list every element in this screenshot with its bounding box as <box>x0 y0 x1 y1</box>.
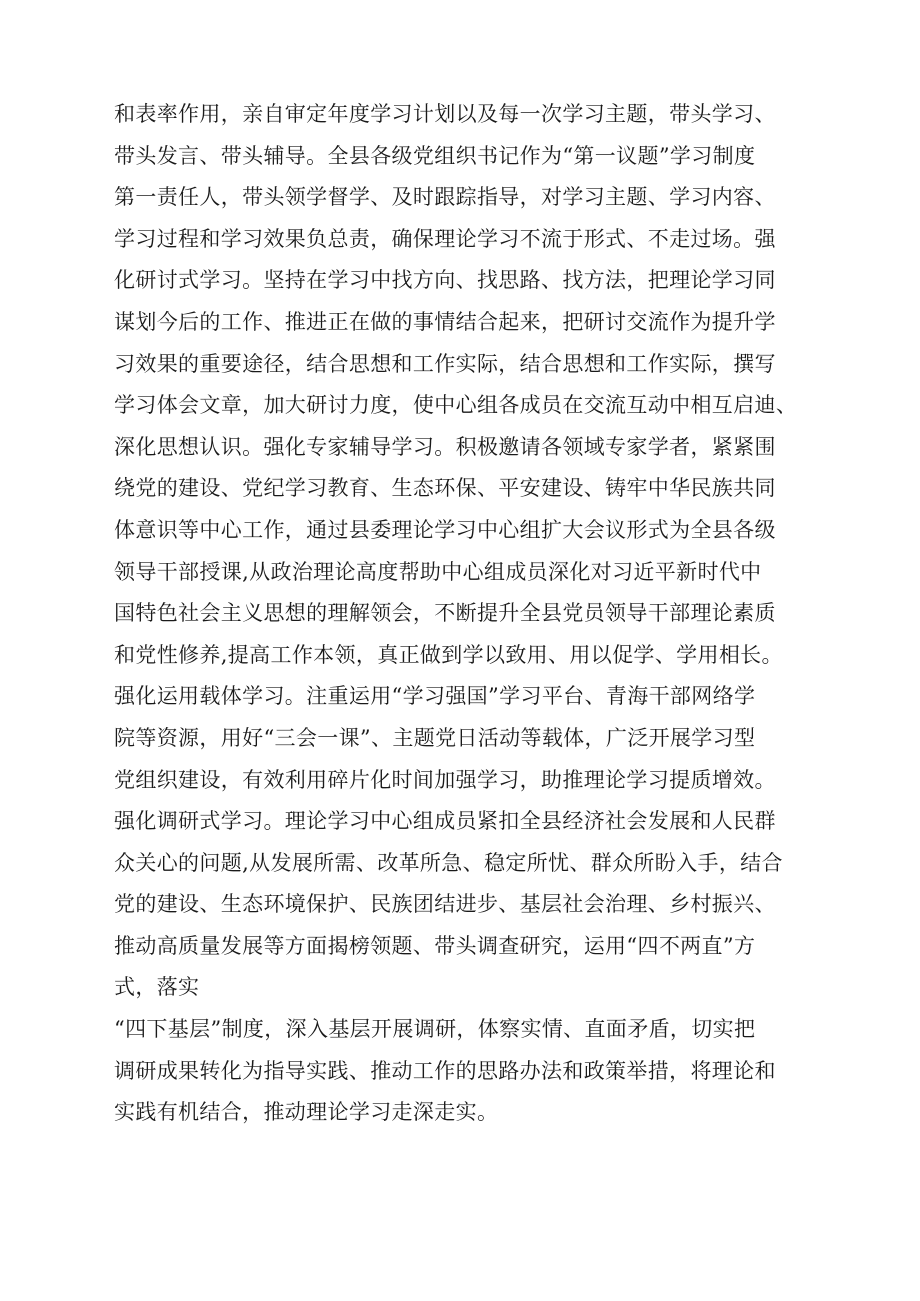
text-line: 调研成果转化为指导实践、推动工作的思路办法和政策举措，将理论和 <box>114 1058 776 1083</box>
text-line: 和表率作用，亲自审定年度学习计划以及每一次学习主题，带头学习、 <box>114 102 776 126</box>
text-line: 带头发言、带头辅导。全县各级党组织书记作为“第一议题”学习制度 <box>114 143 756 168</box>
text-line: 学习过程和学习效果负总责，确保理论学习不流于形式、不走过场。强 <box>114 226 776 251</box>
text-line: 国特色社会主义思想的理解领会，不断提升全县党员领导干部理论素质 <box>114 601 776 626</box>
text-line: 式，落实 <box>114 975 200 1000</box>
text-line: 习效果的重要途径，结合思想和工作实际，结合思想和工作实际，撰写 <box>114 351 776 376</box>
text-line: 院等资源，用好“三会一课”、主题党日活动等载体，广泛开展学习型 <box>114 725 756 750</box>
text-line: 众关心的问题,从发展所需、改革所急、稳定所忧、群众所盼入手，结合 <box>114 850 783 875</box>
text-line: “四下基层”制度，深入基层开展调研，体察实情、直面矛盾，切实把 <box>114 1017 756 1042</box>
text-line: 强化调研式学习。理论学习中心组成员紧扣全县经济社会发展和人民群 <box>114 809 776 834</box>
text-line: 第一责任人，带头领学督学、及时跟踪指导，对学习主题、学习内容、 <box>114 185 776 210</box>
text-line: 强化运用载体学习。注重运用“学习强国”学习平台、青海干部网络学 <box>114 684 756 709</box>
text-line: 党组织建设，有效利用碎片化时间加强学习，助推理论学习提质增效。 <box>114 767 776 792</box>
text-line: 领导干部授课,从政治理论高度帮助中心组成员深化对习近平新时代中 <box>114 559 762 584</box>
body-text <box>114 94 854 1134</box>
text-line: 推动高质量发展等方面揭榜领题、带头调查研究，运用“四不两直”方 <box>114 933 756 958</box>
text-line: 绕党的建设、党纪学习教育、生态环保、平安建设、铸牢中华民族共同 <box>114 476 776 501</box>
text-line: 党的建设、生态环境保护、民族团结进步、基层社会治理、乡村振兴、 <box>114 892 776 917</box>
text-line: 深化思想认识。强化专家辅导学习。积极邀请各领域专家学者，紧紧围 <box>114 434 776 459</box>
text-line: 谋划今后的工作、推进正在做的事情结合起来，把研讨交流作为提升学 <box>114 309 776 334</box>
text-line: 和党性修养,提高工作本领，真正做到学以致用、用以促学、学用相长。 <box>114 642 783 667</box>
text-line: 体意识等中心工作，通过县委理论学习中心组扩大会议形式为全县各级 <box>114 517 776 542</box>
text-line: 实践有机结合，推动理论学习走深走实。 <box>114 1100 499 1125</box>
text-line: 学习体会文章，加大研讨力度，使中心组各成员在交流互动中相互启迪、 <box>114 393 798 418</box>
text-line: 化研讨式学习。坚持在学习中找方向、找思路、找方法，把理论学习同 <box>114 268 776 293</box>
